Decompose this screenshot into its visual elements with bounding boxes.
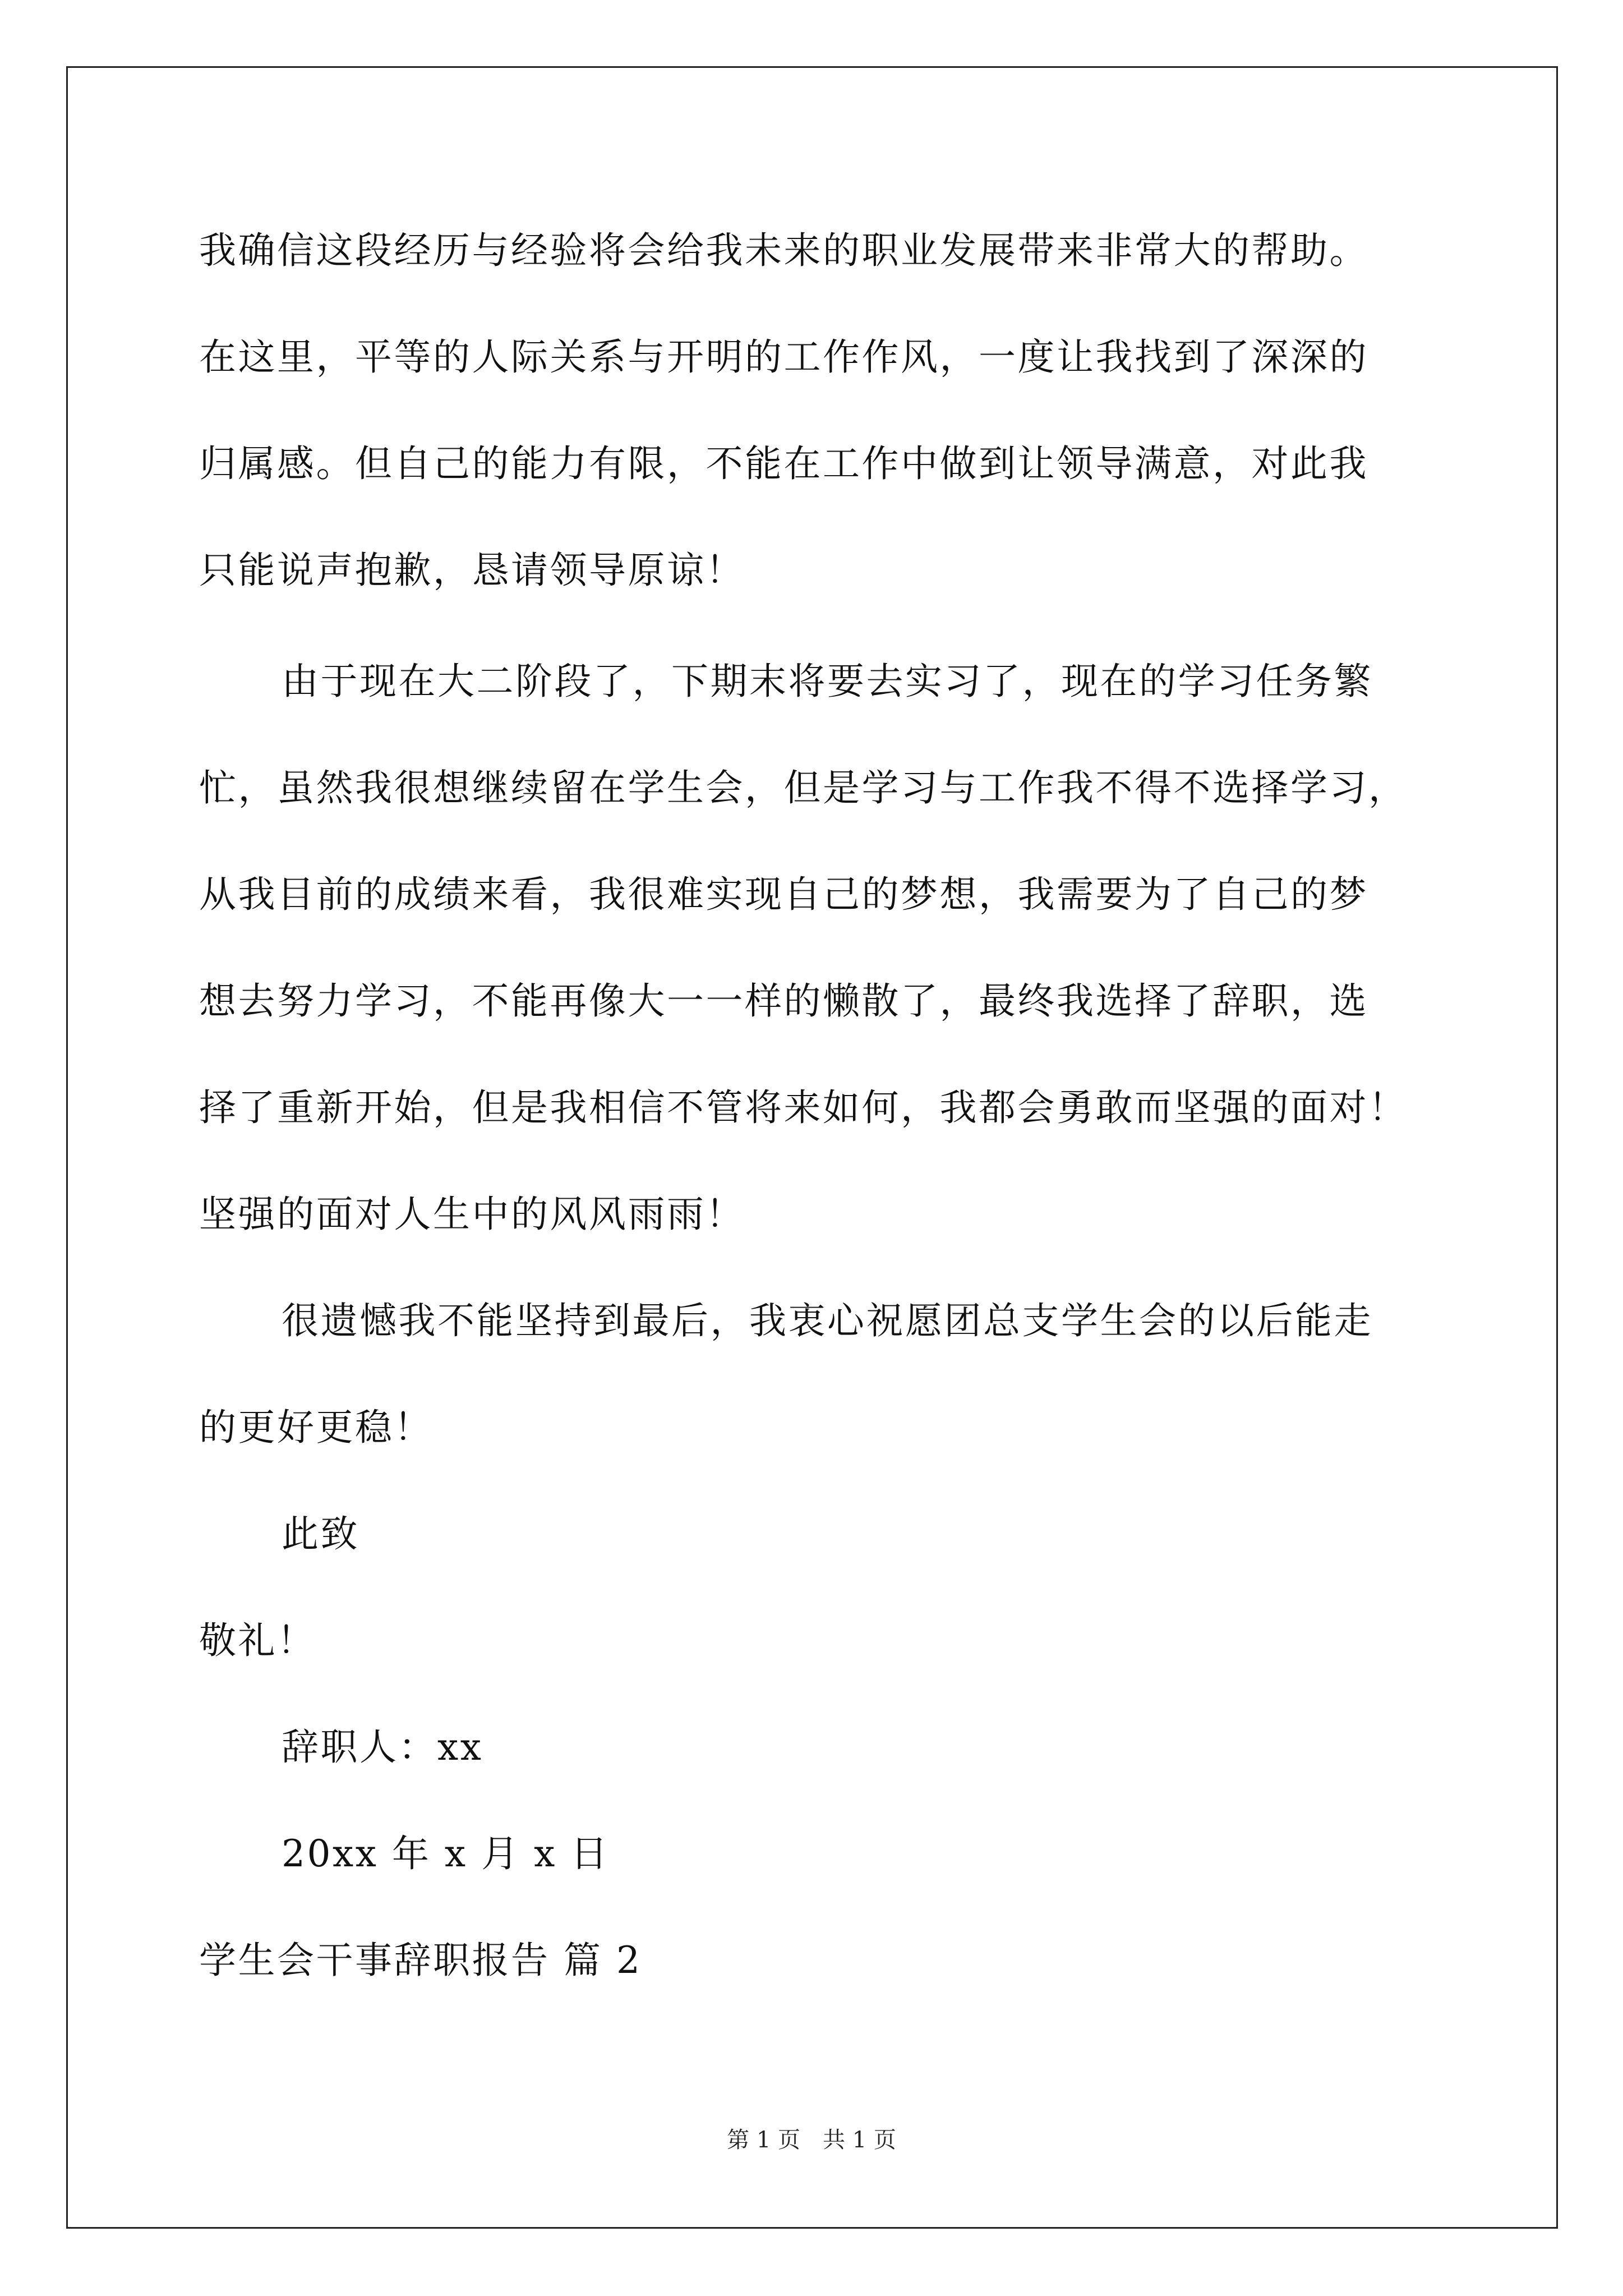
paragraph-start: 由于现在大二阶段了，下期末将要去实习了，现在的学习任务繁 [282, 660, 1373, 703]
page-footer: 第 1 页 共 1 页 [727, 2127, 896, 2153]
paragraph-start: 很遗憾我不能坚持到最后，我衷心祝愿团总支学生会的以后能走 [282, 1299, 1373, 1342]
text-line: 坚强的面对人生中的风风雨雨！ [199, 1193, 745, 1236]
text-line: 忙，虽然我很想继续留在学生会，但是学习与工作我不得不选择学习， [199, 766, 1408, 809]
signature-line: 辞职人：xx [282, 1726, 483, 1769]
text-line: 只能说声抱歉，恳请领导原谅！ [199, 549, 745, 592]
page-border [66, 66, 1558, 2229]
date-line: 20xx 年 x 月 x 日 [282, 1832, 610, 1875]
text-line: 的更好更稳！ [199, 1406, 433, 1449]
text-line: 想去努力学习，不能再像大一一样的懒散了，最终我选择了辞职，选 [199, 979, 1368, 1023]
text-line: 从我目前的成绩来看，我很难实现自己的梦想，我需要为了自己的梦 [199, 873, 1368, 916]
text-line: 在这里，平等的人际关系与开明的工作作风，一度让我找到了深深的 [199, 335, 1368, 379]
text-line: 我确信这段经历与经验将会给我未来的职业发展带来非常大的帮助。 [199, 229, 1368, 272]
closing-salutation: 此致 [282, 1512, 359, 1556]
closing-regards: 敬礼！ [199, 1619, 316, 1662]
section-heading: 学生会干事辞职报告 篇 2 [199, 1939, 642, 1982]
text-line: 择了重新开始，但是我相信不管将来如何，我都会勇敢而坚强的面对！ [199, 1086, 1408, 1129]
text-line: 归属感。但自己的能力有限，不能在工作中做到让领导满意，对此我 [199, 442, 1368, 485]
